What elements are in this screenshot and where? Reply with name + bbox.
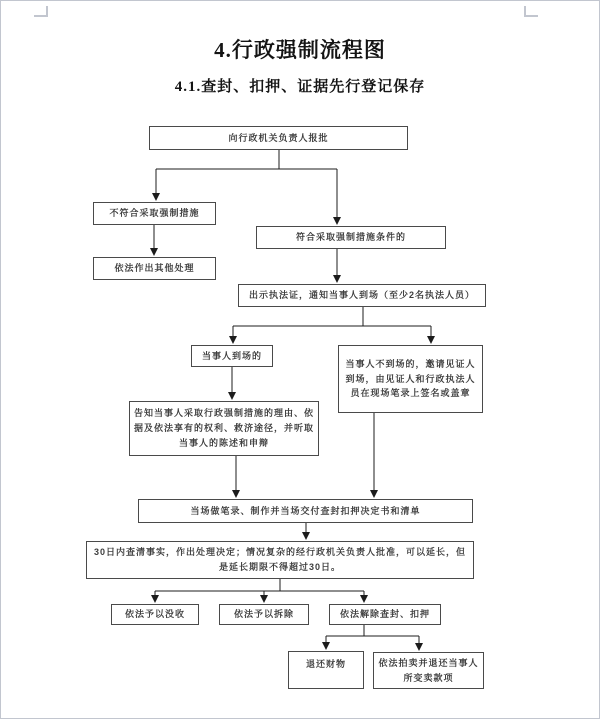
node-inform-rights: 告知当事人采取行政强制措施的理由、依据及依法享有的权利、救济途径，并听取当事人的陈述和申辩: [129, 401, 319, 456]
node-return-property: 退还财物: [288, 651, 364, 689]
node-auction-refund: 依法拍卖并退还当事人所变卖款项: [373, 652, 484, 689]
node-party-present: 当事人到场的: [191, 345, 273, 367]
node-party-absent: 当事人不到场的，邀请见证人到场，由见证人和行政执法人员在现场笔录上签名或盖章: [338, 345, 483, 413]
node-report-approval: 向行政机关负责人报批: [149, 126, 408, 150]
node-meet-conditions: 符合采取强制措施条件的: [256, 226, 446, 249]
node-not-meet-conditions: 不符合采取强制措施: [93, 202, 216, 225]
node-30day-decision: 30日内查清事实，作出处理决定；情况复杂的经行政机关负责人批准，可以延长，但是延长期限不得超过30日。: [86, 541, 474, 579]
page-title: 4.行政强制流程图: [214, 38, 386, 62]
margin-corner-mark-left: [34, 6, 48, 17]
page-subtitle: 4.1.查封、扣押、证据先行登记保存: [174, 79, 426, 95]
node-show-certificate: 出示执法证，通知当事人到场（至少2名执法人员）: [238, 284, 486, 307]
node-other-handling: 依法作出其他处理: [93, 257, 216, 280]
node-onsite-record: 当场做笔录、制作并当场交付查封扣押决定书和清单: [138, 499, 473, 523]
node-confiscate: 依法予以没收: [111, 604, 199, 625]
node-lift-seizure: 依法解除查封、扣押: [329, 604, 441, 625]
margin-corner-mark-right: [524, 6, 538, 17]
node-demolish: 依法予以拆除: [219, 604, 309, 625]
